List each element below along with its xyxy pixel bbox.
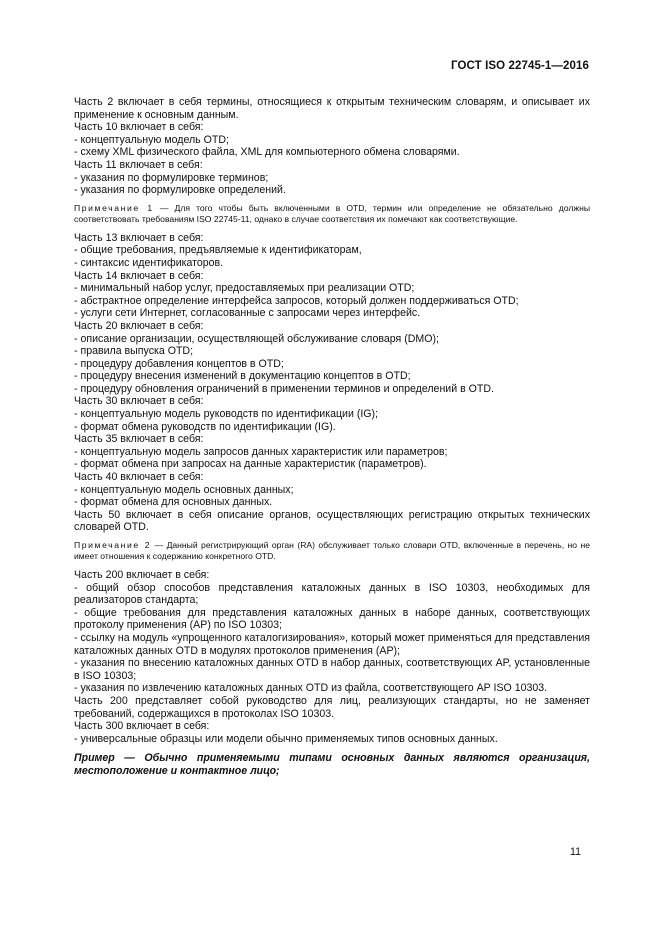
part-heading-line: Часть 13 включает в себя: [74,231,204,244]
list-item: - формат обмена руководств по идентификации (IG). [74,420,336,433]
list-item: - синтаксис идентификаторов. [74,256,224,269]
body-paragraph: Часть 50 включает в себя описание органов, осуществляющих регистрацию открытых технических словарей OTD. [74,508,590,534]
list-item: - формат обмена для основных данных. [74,496,273,509]
body-paragraph: Часть 2 включает в себя термины, относящиеся к открытым техническим словарям, и описывает их применение к основным данным. [74,96,590,121]
document-body [74,96,590,778]
list-item: - процедуру добавления концептов в OTD; [74,357,284,370]
note-text: — Для того чтобы быть включенными в OTD, термин или определение не обязательно должны соответствовать требованиям ISO 22745-11, однако в случае соответствия их помечают как соответствующие. [74,202,591,224]
page-number: 11 [570,846,581,858]
list-item: - универсальные образцы или модели обычно применяемых типов основных данных. [74,732,498,745]
part-heading-line: Часть 14 включает в себя: [74,269,204,282]
body-paragraph: - ссылку на модуль «упрощенного каталогизирования», который может применяться для представления каталожных данных OTD в модулях протоколов применения (AP); [74,631,590,657]
list-item: - абстрактное определение интерфейса запросов, который должен поддерживаться OTD; [74,294,519,307]
note-label: Примечание 1 [74,202,154,213]
list-item: - процедуру внесения изменений в документацию концептов в OTD; [74,370,411,383]
part-heading-line: Часть 20 включает в себя: [74,319,204,332]
list-item: - указания по извлечению каталожных данных OTD из файла, соответствующего AP ISO 10303. [74,682,548,695]
list-item: - схему XML физического файла, XML для компьютерного обмена словарями. [74,146,460,159]
list-item: - правила выпуска OTD; [74,345,194,358]
list-item: - процедуру обновления ограничений в применении терминов и определений в OTD. [74,382,494,395]
example-paragraph: Пример — Обычно применяемыми типами основных данных являются организация, местоположение и контактное лицо; [74,752,590,777]
list-item: - концептуальную модель руководств по идентификации (IG); [74,408,379,421]
note-paragraph [74,540,590,562]
part-heading-line: Часть 11 включает в себя: [74,158,203,171]
note-text: — Данный регистрирующий орган (RA) обслуживает только словари OTD, включенные в перечень, но не имеет отношения к содержанию конкретного OTD. [74,540,590,561]
list-item: - услуги сети Интернет, согласованные с запросами через интерфейс. [74,307,421,320]
document-header: ГОСТ ISO 22745-1—2016 [451,60,589,72]
part-heading-line: Часть 200 включает в себя: [74,569,210,581]
part-heading-line: Часть 40 включает в себя: [74,471,204,484]
part-heading-line: Часть 300 включает в себя: [74,720,210,733]
list-item: - концептуальную модель основных данных; [74,483,294,496]
list-item: - указания по формулировке терминов; [74,171,269,184]
list-item: - минимальный набор услуг, предоставляемых при реализации OTD; [74,282,415,295]
list-item: - формат обмена при запросах на данные характеристик (параметров). [74,458,427,471]
note-paragraph [74,203,590,225]
list-item: - описание организации, осуществляющей обслуживание словаря (DMO); [74,332,439,345]
list-item: - указания по формулировке определений. [74,184,286,197]
part-heading-line: Часть 30 включает в себя: [74,395,204,408]
body-paragraph: Часть 200 представляет собой руководство для лиц, реализующих стандарты, но не заменяет требований, содержащихся в протоколах ISO 10303. [74,694,590,720]
list-item: - концептуальную модель OTD; [74,133,229,146]
note-label: Примечание 2 [74,540,152,550]
part-heading-line: Часть 35 включает в себя: [74,433,204,446]
body-paragraph: - общий обзор способов представления каталожных данных в ISO 10303, необходимых для реализаторов стандарта; [74,581,590,607]
body-paragraph: - общие требования для представления каталожных данных в наборе данных, соответствующих протоколу применения (AP) по ISO 10303; [74,606,590,632]
body-paragraph: - указания по внесению каталожных данных OTD в набор данных, соответствующих AP, установленные в ISO 10303; [74,657,590,682]
list-item: - общие требования, предъявляемые к идентификаторам, [74,244,362,257]
list-item: - концептуальную модель запросов данных характеристик или параметров; [74,445,448,458]
part-heading-line: Часть 10 включает в себя: [74,121,204,134]
